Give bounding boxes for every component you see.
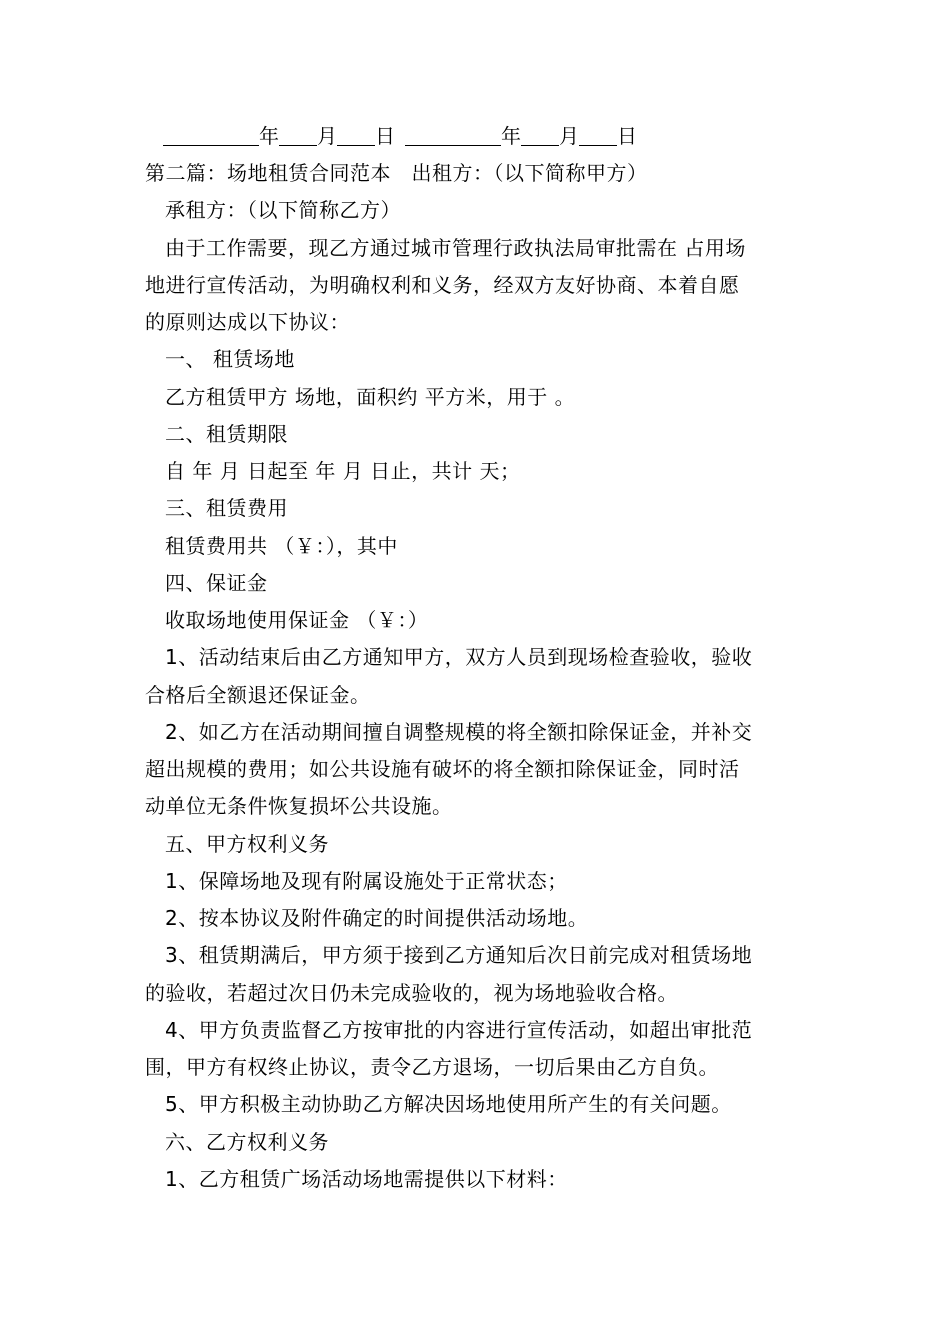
paragraph-line: 租赁费用共 （￥：），其中 <box>165 534 398 558</box>
month-label-2: 月 <box>559 124 579 148</box>
month-blank-2 <box>521 125 559 146</box>
section-heading-part-two: 第二篇：场地租赁合同范本 出租方：（以下简称甲方） <box>145 161 648 185</box>
day-blank-2 <box>579 125 617 146</box>
paragraph-line: 自 年 月 日起至 年 月 日止，共计 天； <box>165 459 521 483</box>
clause-heading: 三、租赁费用 <box>165 496 288 520</box>
paragraph-line: 由于工作需要，现乙方通过城市管理行政执法局审批需在 占用场 <box>165 236 746 260</box>
clause-heading: 四、保证金 <box>165 571 268 595</box>
paragraph-line: 的原则达成以下协议： <box>145 310 350 334</box>
paragraph-line: 1、乙方租赁广场活动场地需提供以下材料： <box>165 1167 568 1191</box>
paragraph-line: 5、甲方积极主动协助乙方解决因场地使用所产生的有关问题。 <box>165 1092 732 1116</box>
paragraph-line: 2、按本协议及附件确定的时间提供活动场地。 <box>165 906 589 930</box>
month-blank <box>279 125 317 146</box>
paragraph-line: 4、甲方负责监督乙方按审批的内容进行宣传活动，如超出审批范 <box>165 1018 753 1042</box>
day-label-2: 日 <box>617 124 637 148</box>
paragraph-line: 动单位无条件恢复损坏公共设施。 <box>145 794 453 818</box>
clause-heading: 二、租赁期限 <box>165 422 288 446</box>
clause-heading: 六、乙方权利义务 <box>165 1130 329 1154</box>
month-label: 月 <box>317 124 337 148</box>
paragraph-line: 乙方租赁甲方 场地，面积约 平方米，用于 。 <box>165 385 576 409</box>
paragraph-line: 合格后全额退还保证金。 <box>145 683 371 707</box>
paragraph-line: 超出规模的费用；如公共设施有破坏的将全额扣除保证金，同时活 <box>145 757 740 781</box>
clause-heading: 一、 租赁场地 <box>165 347 295 371</box>
year-blank <box>163 125 259 146</box>
paragraph-line: 围，甲方有权终止协议，责令乙方退场，一切后果由乙方自负。 <box>145 1055 719 1079</box>
paragraph-line: 1、活动结束后由乙方通知甲方，双方人员到现场检查验收，验收 <box>165 645 753 669</box>
signature-date-line <box>163 122 637 149</box>
year-blank-2 <box>405 125 501 146</box>
day-blank <box>337 125 375 146</box>
year-label: 年 <box>259 124 279 148</box>
paragraph-line: 收取场地使用保证金 （￥：） <box>165 608 429 632</box>
year-label-2: 年 <box>501 124 521 148</box>
paragraph-line: 3、租赁期满后，甲方须于接到乙方通知后次日前完成对租赁场地 <box>165 943 753 967</box>
paragraph-line: 地进行宣传活动，为明确权利和义务，经双方友好协商、本着自愿 <box>145 273 740 297</box>
paragraph-line: 2、如乙方在活动期间擅自调整规模的将全额扣除保证金，并补交 <box>165 720 753 744</box>
paragraph-line: 1、保障场地及现有附属设施处于正常状态； <box>165 869 568 893</box>
lessee-line: 承租方：（以下简称乙方） <box>165 198 401 222</box>
day-label: 日 <box>375 124 395 148</box>
clause-heading: 五、甲方权利义务 <box>165 832 329 856</box>
paragraph-line: 的验收，若超过次日仍未完成验收的，视为场地验收合格。 <box>145 981 678 1005</box>
